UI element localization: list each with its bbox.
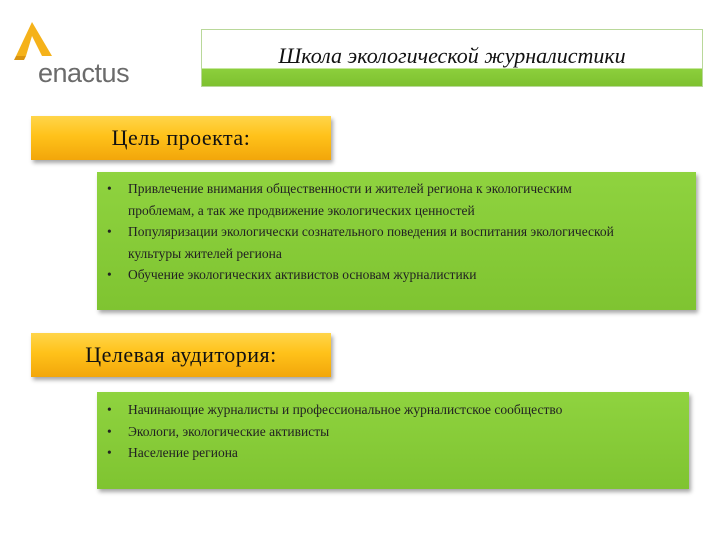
audience-list — [101, 399, 621, 464]
list-item: • Экологи, экологические активисты — [101, 421, 621, 443]
section-label-goal — [31, 116, 331, 160]
list-item: • Привлечение внимания общественности и жителей региона к экологическим проблемам, а так же продвижение экологических ценностей — [101, 178, 641, 221]
section-label-audience — [31, 333, 331, 377]
title-banner — [201, 29, 703, 87]
list-item: • Начинающие журналисты и профессиональное журналистское сообщество — [101, 399, 621, 421]
list-item: • Обучение экологических активистов основам журналистики — [101, 264, 641, 286]
list-item: • Популяризации экологически сознательного поведения и воспитания экологической культуры жителей региона — [101, 221, 641, 264]
section-label-text: Целевая аудитория: — [85, 342, 277, 367]
goal-list — [101, 178, 641, 286]
logo-wordmark: enactus — [38, 58, 130, 88]
list-item: • Население региона — [101, 442, 621, 464]
enactus-logo — [14, 22, 164, 88]
section-label-text: Цель проекта: — [111, 125, 251, 150]
audience-list-box — [97, 392, 689, 489]
enactus-chevron-icon — [14, 22, 54, 62]
page-title: Школа экологической журналистики — [278, 43, 626, 68]
goal-list-box — [97, 172, 696, 310]
